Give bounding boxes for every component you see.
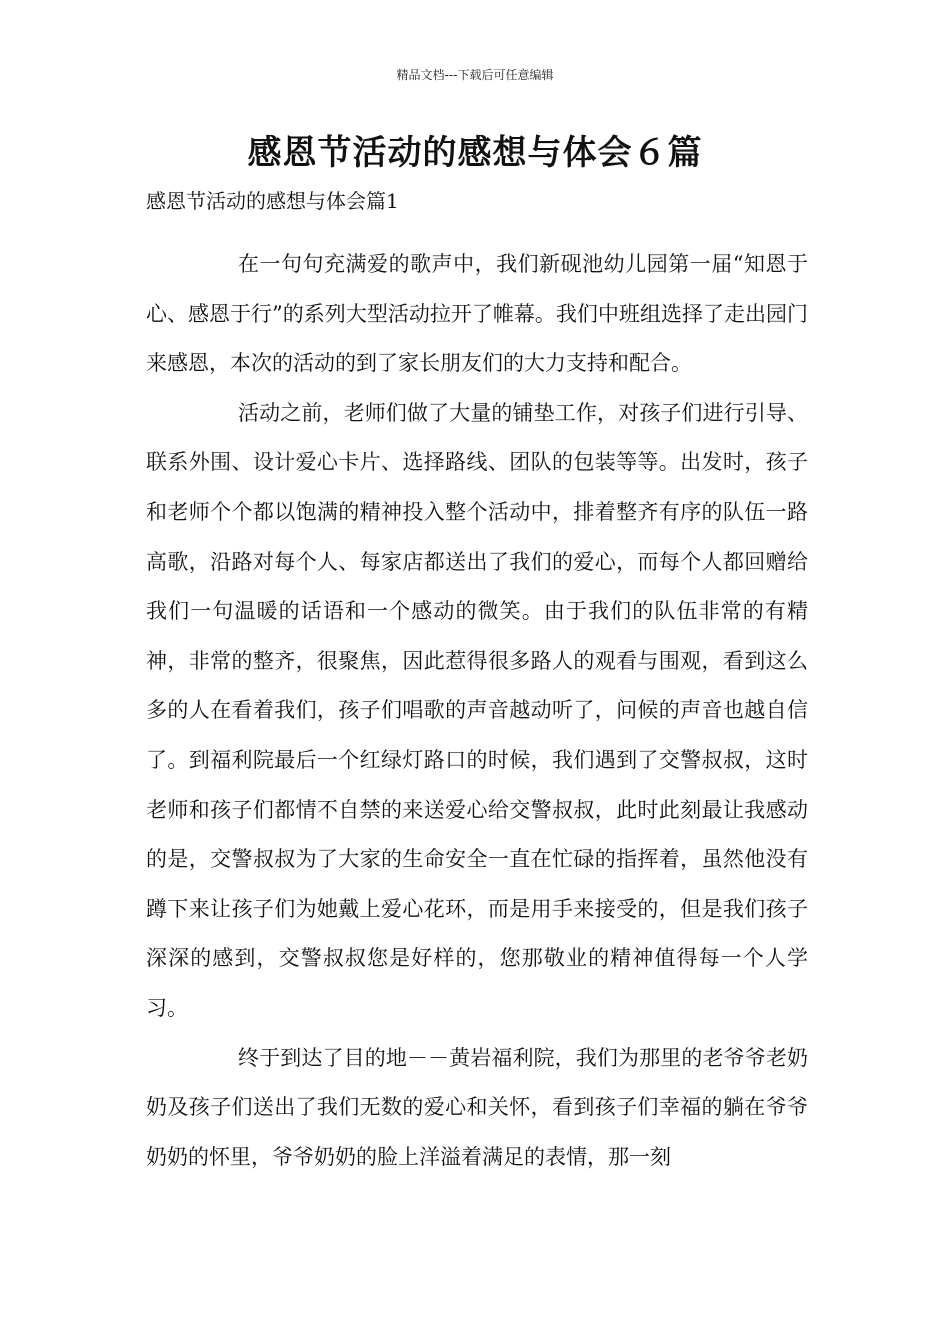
- document-title: 感恩节活动的感想与体会６篇: [247, 133, 703, 173]
- paragraph-3: 终于到达了目的地－－黄岩福利院，我们为那里的老爷爷老奶奶及孩子们送出了我们无数的爱心和关怀，看到孩子们幸福的躺在爷爷奶奶的怀里，爷爷奶奶的脸上洋溢着满足的表情，那一刻: [146, 1045, 808, 1169]
- document-body: [146, 185, 808, 1182]
- section-subtitle: 感恩节活动的感想与体会篇1: [146, 189, 399, 213]
- paragraph-1: 在一句句充满爱的歌声中，我们新砚池幼儿园第一届“知恩于心、感恩于行”的系列大型活动拉开了帷幕。我们中班组选择了走出园门来感恩，本次的活动的到了家长朋友们的大力支持和配合。: [146, 252, 808, 376]
- paragraph-2: 活动之前，老师们做了大量的铺垫工作，对孩子们进行引导、联系外围、设计爱心卡片、选择路线、团队的包装等等。出发时，孩子和老师个个都以饱满的精神投入整个活动中，排着整齐有序的队伍一路高歌，沿路对每个人、每家店都送出了我们的爱心，而每个人都回赠给我们一句温暖的话语和一个感动的微笑。由于我们的队伍非常的有精神，非常的整齐，很聚焦，因此惹得很多路人的观看与围观，看到这么多的人在看着我们，孩子们唱歌的声音越动听了，问候的声音也越自信了。到福利院最后一个红绿灯路口的时候，我们遇到了交警叔叔，这时老师和孩子们都情不自禁的来送爱心给交警叔叔，此时此刻最让我感动的是，交警叔叔为了大家的生命安全一直在忙碌的指挥着，虽然他没有蹲下来让孩子们为她戴上爱心花环，而是用手来接受的，但是我们孩子深深的感到，交警叔叔您是好样的，您那敬业的精神值得每一个人学习。: [146, 400, 808, 1020]
- header-note: 精品文档---下载后可任意编辑: [396, 68, 554, 82]
